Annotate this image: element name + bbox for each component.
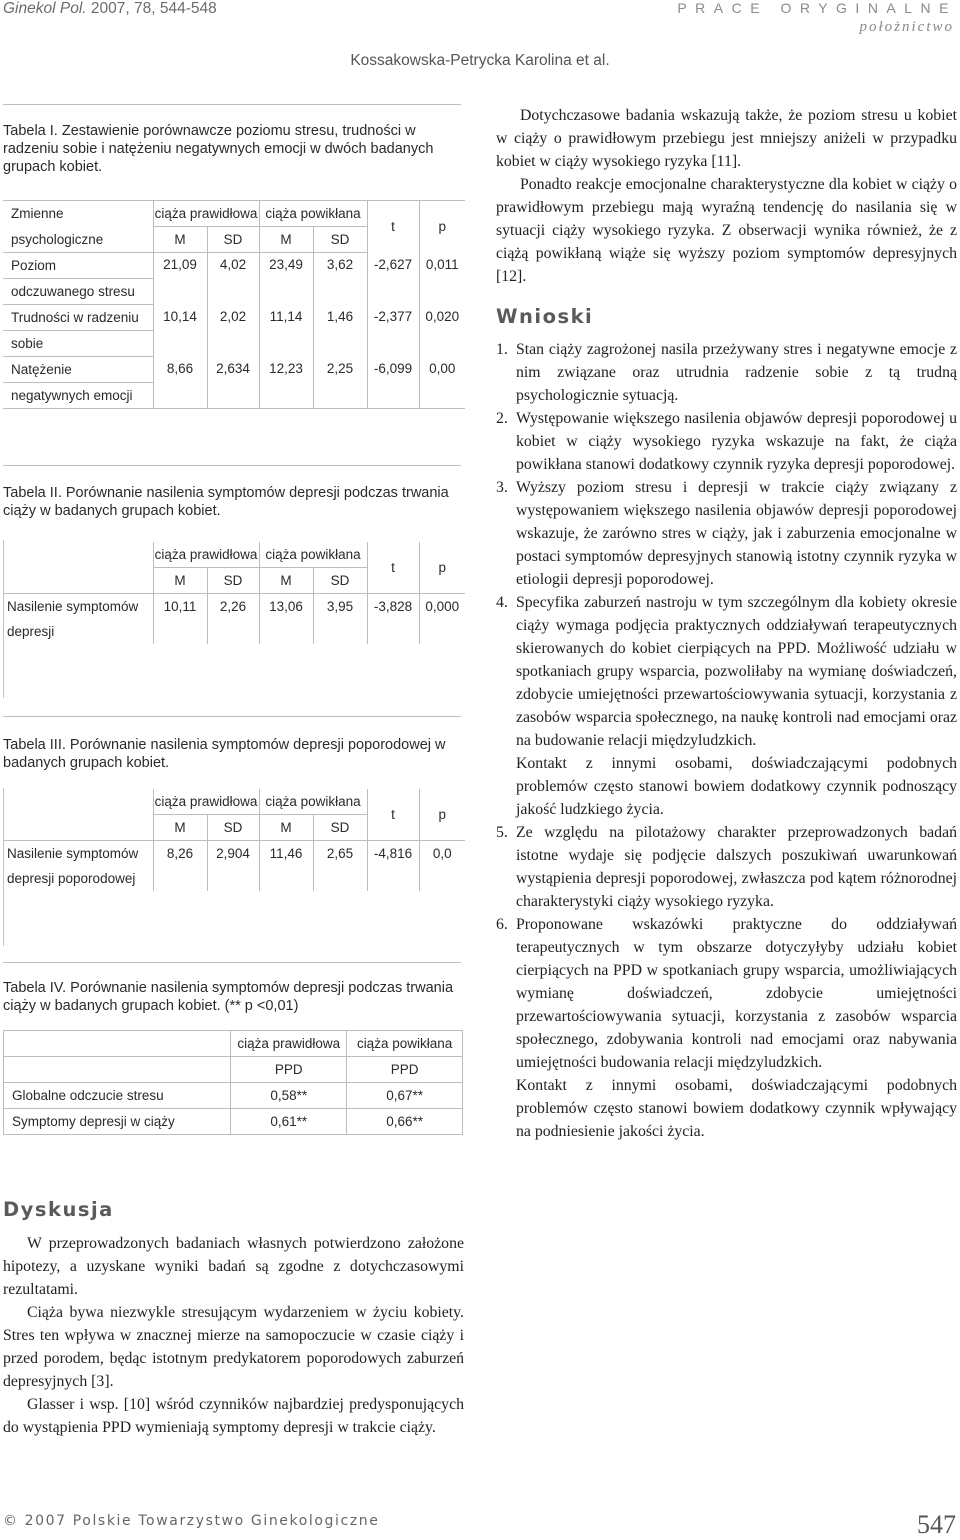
- conclusion-number: 1.: [496, 341, 508, 358]
- divider: [3, 104, 461, 105]
- table2-header-m2: M: [259, 568, 313, 594]
- table3-header-group1: ciąża prawidłowa: [153, 789, 259, 815]
- section-label: PRACE ORYGINALNE: [677, 0, 957, 16]
- table1-header-group2: ciąża powikłana: [259, 201, 367, 227]
- conclusion-number: 6.: [496, 916, 508, 933]
- page-number: 547: [917, 1510, 956, 1539]
- table4-header-ppd2: PPD: [347, 1057, 463, 1083]
- intro-paragraph: Dotychczasowe badania wskazują także, że poziom stresu u kobiet w ciąży o prawidłowym przebiegu jest mniejszy aniżeli w przypadku kobiet w ciąży wysokiego ryzyka [11].: [496, 107, 957, 170]
- conclusion-number: 3.: [496, 479, 508, 496]
- copyright: © 2007 Polskie Towarzystwo Ginekologiczne: [3, 1513, 380, 1529]
- cell-m2: 13,06: [259, 594, 313, 620]
- table2-caption-label: Tabela II.: [3, 485, 62, 501]
- cell-m2: 12,23: [259, 357, 313, 409]
- table-row: [3, 841, 465, 867]
- journal-issue: 2007, 78, 544-548: [86, 0, 217, 17]
- cell-m1: 8,66: [153, 357, 207, 409]
- row-label: Nasilenie symptomów: [3, 594, 153, 620]
- conclusion-item: [496, 913, 957, 1143]
- table1-caption-label: Tabela I.: [3, 123, 58, 139]
- table4-caption-label: Tabela IV.: [3, 980, 67, 996]
- conclusion-text: Stan ciąży zagrożonej nasila przeżywany stres i negatywne emocje z nim związane oraz utrudnia radzenie sobie z tą trudną psychologicznie sytuacją.: [516, 341, 957, 404]
- table2-header-m1: M: [153, 568, 207, 594]
- cell-p: 0,011: [425, 256, 459, 272]
- cell-v2: 0,66**: [347, 1109, 463, 1135]
- cell-v1: 0,58**: [231, 1083, 347, 1109]
- table2-header-group1: ciąża prawidłowa: [153, 542, 259, 568]
- divider: [3, 716, 461, 717]
- intro-paragraph: Ponadto reakcje emocjonalne charakterystyczne dla kobiet w ciąży o prawidłowym przebiegu mają wyraźną tendencję do nasilania się w sytuacji ciąży wysokiego ryzyka. Z obserwacji wynika również, że z ciążą powikłaną wiąże się wyższy poziom symptomów depresyjnych [12].: [496, 176, 957, 285]
- table1-header-group1: ciąża prawidłowa: [153, 201, 259, 227]
- table1-header-var2: psychologiczne: [3, 227, 153, 253]
- cell-sd1: 2,634: [207, 357, 259, 409]
- row-label-cont: depresji poporodowej: [3, 866, 153, 891]
- table2-header-t: t: [367, 542, 419, 594]
- table4-header-ppd1: PPD: [231, 1057, 347, 1083]
- table1-header-p: p: [419, 201, 465, 253]
- table4-header-group2: ciąża powikłana: [347, 1031, 463, 1057]
- table-row: [4, 1109, 463, 1135]
- conclusion-item: [496, 407, 957, 476]
- conclusions-heading: Wnioski: [496, 305, 594, 328]
- conclusion-text: Występowanie większego nasilenia objawów depresji poporodowej u kobiet w ciąży wysokiego ryzyka wskazuje na fakt, że ciąża powikłana stanowi dodatkowy czynnik ryzyka depresji poporodowej.: [516, 410, 957, 473]
- conclusion-item: [496, 821, 957, 913]
- discussion-paragraph: W przeprowadzonych badaniach własnych potwierdzono założone hipotezy, a uzyskane wyniki badań są zgodne z dotychczasowymi rezultatami.: [3, 1235, 464, 1298]
- cell-p: 0,000: [419, 594, 465, 620]
- table4-header-group1: ciąża prawidłowa: [231, 1031, 347, 1057]
- cell-m1: 10,14: [153, 305, 207, 357]
- row-label-cont: negatywnych emocji: [3, 383, 153, 409]
- table1-header-m1: M: [153, 227, 207, 253]
- conclusion-text: Wyższy poziom stresu i depresji w trakcie ciąży związany z występowaniem większego nasilenia objawów depresji poporodowej wskazuje, że zarówno stres w ciąży, jak i zaburzenia emocjonalne w postaci symptomów depresyjnych stanowią istotny czynnik ryzyka w etiologii depresji poporodowej.: [516, 479, 957, 588]
- table2-header-sd1: SD: [207, 568, 259, 594]
- table3-header-m2: M: [259, 815, 313, 841]
- cell-v2: 0,67**: [347, 1083, 463, 1109]
- journal-name: Ginekol Pol.: [3, 0, 87, 17]
- cell-t: -2,627: [367, 253, 419, 305]
- cell-t: -3,828: [367, 594, 419, 620]
- table4-caption-text: Porównanie nasilenia symptomów depresji podczas trwania ciąży w badanych grupach kobiet.: [3, 980, 454, 1014]
- table3-header-t: t: [367, 789, 419, 841]
- table1-header-sd2: SD: [313, 227, 367, 253]
- conclusion-text: Ze względu na pilotażowy charakter przeprowadzonych badań istotne wydaje się podjęcie dalszych poszukiwań uwarunkowań wystąpienia depresji poporodowej, zwłaszcza pod kątem różnorodnej charakterystyki ciąży wysokiego ryzyka.: [516, 824, 957, 910]
- divider: [3, 962, 461, 963]
- table4-caption-note: (** p <0,01): [220, 998, 299, 1014]
- conclusion-text: Kontakt z innymi osobami, doświadczającymi podobnych problemów często stanowi bowiem dodatkowy czynnik podnoszący jakość ludzkiego życia.: [516, 755, 957, 818]
- cell-sd1: 2,904: [207, 841, 259, 867]
- table3-header-p: p: [438, 807, 446, 822]
- table3-caption-text: Porównanie nasilenia symptomów depresji poporodowej w badanych grupach kobiet.: [3, 737, 446, 771]
- cell-m2: 11,46: [259, 841, 313, 867]
- conclusion-number: 4.: [496, 594, 508, 611]
- table3-header-m1: M: [153, 815, 207, 841]
- cell-sd1: 4,02: [207, 253, 259, 305]
- conclusion-text: Kontakt z innymi osobami, doświadczającymi podobnych problemów często stanowi bowiem dodatkowy czynnik wpływający na podniesienie jakości życia.: [516, 1077, 957, 1140]
- table3-header-sd1: SD: [207, 815, 259, 841]
- table2-header-group2: ciąża powikłana: [259, 542, 367, 568]
- conclusion-item: [496, 338, 957, 407]
- cell-p: 0,020: [425, 308, 460, 324]
- table3-caption: [3, 736, 461, 772]
- cell-p: 0,0: [419, 841, 465, 867]
- subsection-label: położnictwo: [859, 19, 954, 35]
- table2-header-p: p: [438, 560, 446, 575]
- cell-v1: 0,61**: [231, 1109, 347, 1135]
- discussion-paragraph: Ciąża bywa niezwykle stresującym wydarzeniem w życiu kobiety. Stres ten wpływa w znacznej mierze na samopoczucie w czasie ciąży i przed porodem, będąc istotnym predykatorem poporodowych zaburzeń depresyjnych [3].: [3, 1304, 464, 1390]
- table1-header-sd1: SD: [207, 227, 259, 253]
- conclusion-text: Specyfika zaburzeń nastroju w tym szczególnym dla kobiety okresie ciąży wymaga podjęcia praktycznych oddziaływań terapeutycznych skierowanych do kobiet cierpiących na PPD. Możliwość udziału w spotkaniach grupy wsparcia, pozwoliłaby na wymianę doświadczeń, zdobycie umiejętności przewartościowywania sytuacji, korzystania z zasobów wsparcia społecznego, na naukę kontroli nad emocjami oraz na budowanie relacji międzyludzkich.: [516, 594, 957, 749]
- conclusions-list: [496, 338, 957, 1143]
- cell-sd2: 2,65: [313, 841, 367, 867]
- running-authors: Kossakowska-Petrycka Karolina et al.: [350, 52, 610, 69]
- cell-sd2: 3,95: [313, 594, 367, 620]
- cell-sd1: 2,26: [207, 594, 259, 620]
- discussion-body: [3, 1232, 464, 1439]
- table-row: [3, 253, 465, 279]
- table1-header-m2: M: [259, 227, 313, 253]
- table4-caption: [3, 979, 461, 1015]
- table-row: [4, 1083, 463, 1109]
- row-label: Trudności w radzeniu: [3, 305, 153, 331]
- cell-t: -4,816: [367, 841, 419, 867]
- cell-m1: 21,09: [153, 253, 207, 305]
- table1-header-var1: Zmienne: [3, 201, 153, 227]
- journal-citation: [3, 0, 217, 18]
- conclusion-item: [496, 476, 957, 591]
- row-label: Globalne odczucie stresu: [4, 1083, 231, 1109]
- table2: [3, 542, 465, 644]
- table2-caption: [3, 484, 461, 520]
- table3-header-group2: ciąża powikłana: [259, 789, 367, 815]
- conclusion-text: Proponowane wskazówki praktyczne do oddziaływań terapeutycznych w tym obszarze dotyczyłyby udziału kobiet cierpiących na PPD w spotkaniach grupy wsparcia, umożliwiających wymianę doświadczeń, zdobycie umiejętności przewartościowywania sytuacji, korzystania z zasobów wsparcia społecznego, zdobywania kontroli nad emocjami oraz nabywania umiejętności budowania relacji międzyludzkich.: [516, 916, 957, 1071]
- table3-caption-label: Tabela III.: [3, 737, 66, 753]
- cell-m2: 11,14: [259, 305, 313, 357]
- row-label-cont: odczuwanego stresu: [3, 279, 153, 305]
- table2-header-sd2: SD: [313, 568, 367, 594]
- right-intro: [496, 104, 957, 288]
- table3-header-sd2: SD: [313, 815, 367, 841]
- discussion-paragraph: Glasser i wsp. [10] wśród czynników najbardziej predysponujących do wystąpienia PPD wymieniają symptomy depresji w trakcie ciąży.: [3, 1396, 464, 1436]
- cell-sd2: 1,46: [313, 305, 367, 357]
- table-row: [3, 357, 465, 383]
- divider: [3, 465, 461, 466]
- discussion-heading: Dyskusja: [3, 1198, 114, 1221]
- table2-caption-text: Porównanie nasilenia symptomów depresji podczas trwania ciąży w badanych grupach kobiet.: [3, 485, 449, 519]
- table4: [3, 1030, 463, 1135]
- conclusion-item: [496, 591, 957, 821]
- table1-header-t: t: [367, 201, 419, 253]
- cell-t: -6,099: [367, 357, 419, 409]
- table-row: [3, 305, 465, 331]
- row-label: Poziom: [3, 253, 153, 279]
- table1-caption: [3, 122, 461, 176]
- cell-sd1: 2,02: [207, 305, 259, 357]
- cell-t: -2,377: [367, 305, 419, 357]
- row-label: Nasilenie symptomów: [3, 841, 153, 867]
- cell-sd2: 3,62: [313, 253, 367, 305]
- cell-p: 0,00: [419, 357, 465, 409]
- row-label-cont: depresji: [3, 619, 153, 644]
- table1: [3, 200, 465, 409]
- table-row: [3, 594, 465, 620]
- cell-sd2: 2,25: [313, 357, 367, 409]
- row-label: Natężenie: [3, 357, 153, 383]
- conclusion-number: 2.: [496, 410, 508, 427]
- row-label: Symptomy depresji w ciąży: [4, 1109, 231, 1135]
- cell-m1: 10,11: [153, 594, 207, 620]
- cell-m1: 8,26: [153, 841, 207, 867]
- conclusion-number: 5.: [496, 824, 508, 841]
- table3: [3, 789, 465, 891]
- cell-m2: 23,49: [259, 253, 313, 305]
- row-label-cont: sobie: [3, 331, 153, 357]
- table1-caption-text: Zestawienie porównawcze poziomu stresu, trudności w radzeniu sobie i natężeniu negatywnych emocji w dwóch badanych grupach kobiet.: [3, 123, 434, 175]
